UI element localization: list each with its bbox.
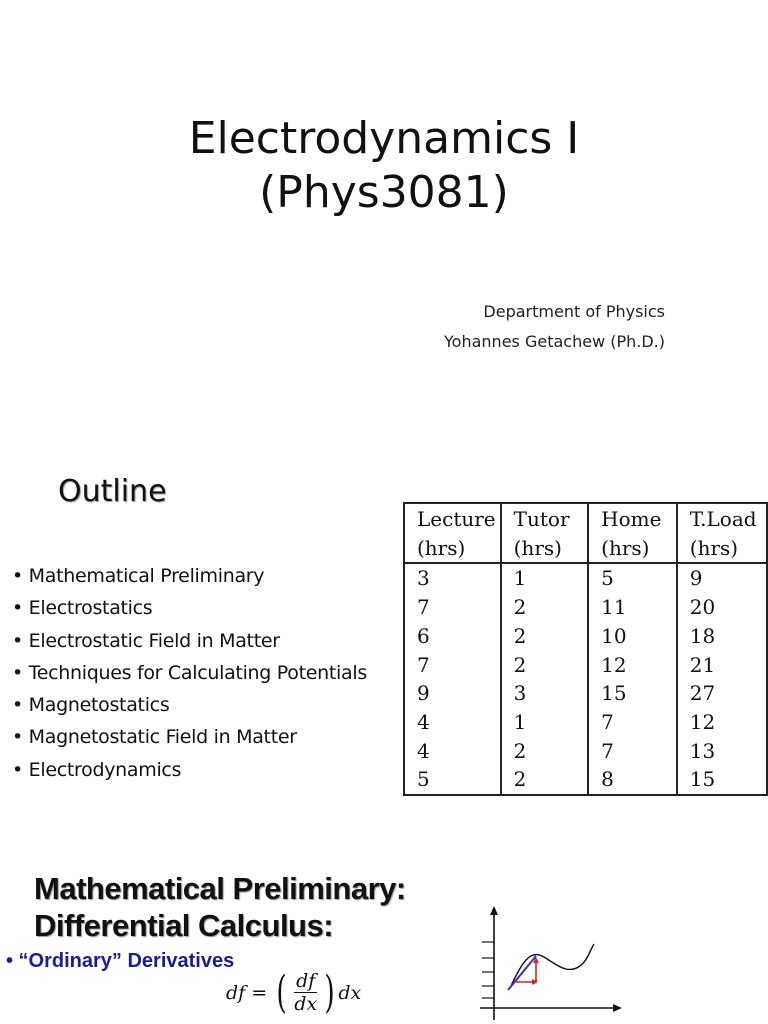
fraction-denominator: dx bbox=[294, 993, 318, 1015]
outline-topic: • Electrostatics bbox=[12, 592, 367, 624]
table-cell: 2 bbox=[501, 737, 589, 766]
header-cell: Lecture bbox=[404, 503, 501, 534]
table-cell: 2 bbox=[501, 651, 589, 680]
table-cell: 4 bbox=[404, 708, 501, 737]
table-cell: 20 bbox=[677, 593, 767, 622]
table-cell: 9 bbox=[677, 563, 767, 593]
table-row bbox=[404, 622, 767, 651]
fraction bbox=[292, 970, 319, 1015]
formula-equals: = bbox=[251, 981, 268, 1004]
table-cell: 3 bbox=[404, 563, 501, 593]
outline-topic: • Electrostatic Field in Matter bbox=[12, 625, 367, 657]
table-cell: 12 bbox=[677, 708, 767, 737]
table-cell: 15 bbox=[677, 765, 767, 795]
department-label: Department of Physics bbox=[483, 302, 665, 321]
fraction-numerator: df bbox=[296, 970, 316, 992]
table-cell: 10 bbox=[588, 622, 677, 651]
header-unit-cell: (hrs) bbox=[677, 534, 767, 564]
delta-x-arrow bbox=[532, 979, 538, 985]
table-cell: 12 bbox=[588, 651, 677, 680]
table-cell: 2 bbox=[501, 622, 589, 651]
header-cell: Home bbox=[588, 503, 677, 534]
calculus-title-line2: Differential Calculus: bbox=[34, 908, 334, 943]
derivative-formula bbox=[226, 966, 362, 1018]
outline-topic-list bbox=[12, 560, 367, 786]
table-header-row bbox=[404, 503, 767, 534]
table-row bbox=[404, 737, 767, 766]
table-cell: 1 bbox=[501, 708, 589, 737]
header-cell: T.Load bbox=[677, 503, 767, 534]
y-axis-arrow bbox=[490, 906, 498, 915]
table-cell: 7 bbox=[404, 651, 501, 680]
table-cell: 7 bbox=[588, 737, 677, 766]
header-unit-cell: (hrs) bbox=[501, 534, 589, 564]
outline-topic: • Magnetostatic Field in Matter bbox=[12, 721, 367, 753]
table-cell: 9 bbox=[404, 679, 501, 708]
x-axis-arrow bbox=[613, 1004, 622, 1012]
table-cell: 2 bbox=[501, 765, 589, 795]
header-unit-cell: (hrs) bbox=[404, 534, 501, 564]
table-cell: 4 bbox=[404, 737, 501, 766]
right-paren-glyph: ) bbox=[324, 966, 335, 1018]
table-cell: 8 bbox=[588, 765, 677, 795]
course-title-line1: Electrodynamics I bbox=[188, 113, 580, 164]
table-row bbox=[404, 679, 767, 708]
outline-topic: • Electrodynamics bbox=[12, 754, 367, 786]
workload-table bbox=[403, 502, 768, 796]
table-cell: 3 bbox=[501, 679, 589, 708]
table-cell: 1 bbox=[501, 563, 589, 593]
course-title bbox=[0, 112, 768, 220]
table-cell: 7 bbox=[404, 593, 501, 622]
table-row bbox=[404, 563, 767, 593]
header-cell: Tutor bbox=[501, 503, 589, 534]
course-code: (Phys3081) bbox=[259, 167, 509, 218]
outline-topic: • Techniques for Calculating Potentials bbox=[12, 657, 367, 689]
outline-heading: Outline bbox=[58, 474, 167, 509]
table-cell: 18 bbox=[677, 622, 767, 651]
formula-lhs: df bbox=[226, 981, 246, 1004]
table-cell: 27 bbox=[677, 679, 767, 708]
table-cell: 5 bbox=[588, 563, 677, 593]
table-header-unit-row bbox=[404, 534, 767, 564]
table-cell: 11 bbox=[588, 593, 677, 622]
table-cell: 13 bbox=[677, 737, 767, 766]
outline-topic: • Magnetostatics bbox=[12, 689, 367, 721]
calculus-title-line1: Mathematical Preliminary: bbox=[34, 871, 406, 906]
table-cell: 21 bbox=[677, 651, 767, 680]
table-row bbox=[404, 765, 767, 795]
table-cell: 6 bbox=[404, 622, 501, 651]
table-cell: 15 bbox=[588, 679, 677, 708]
tangent-line bbox=[508, 956, 536, 990]
derivative-graph-icon bbox=[470, 900, 630, 1024]
outline-topic: • Mathematical Preliminary bbox=[12, 560, 367, 592]
table-row bbox=[404, 593, 767, 622]
table-cell: 7 bbox=[588, 708, 677, 737]
ordinary-derivatives-bullet: • “Ordinary” Derivatives bbox=[6, 950, 235, 972]
calculus-title bbox=[34, 870, 406, 944]
table-cell: 5 bbox=[404, 765, 501, 795]
table-cell: 2 bbox=[501, 593, 589, 622]
header-unit-cell: (hrs) bbox=[588, 534, 677, 564]
left-paren-glyph: ( bbox=[276, 966, 287, 1018]
author-label: Yohannes Getachew (Ph.D.) bbox=[444, 332, 665, 351]
formula-tail: dx bbox=[338, 981, 362, 1004]
table-row bbox=[404, 651, 767, 680]
table-row bbox=[404, 708, 767, 737]
